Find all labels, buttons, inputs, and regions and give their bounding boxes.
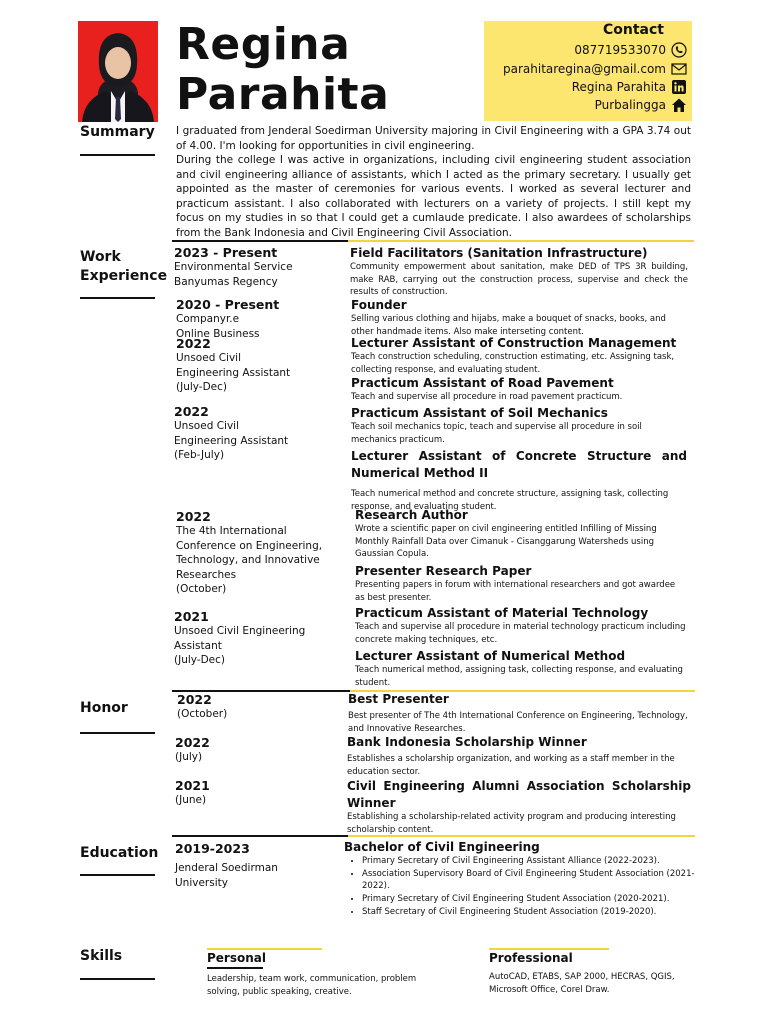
contact-title: Contact — [603, 22, 664, 38]
work-period-year: 2022 — [176, 336, 211, 351]
contact-email[interactable] — [503, 60, 687, 78]
work-job-description: Wrote a scientific paper on civil engineering entitled Infilling of Missing Monthly Rainfall Data over Cimanuk - Cisanggarung Watersheds using Gaussian Copula. — [355, 524, 657, 559]
work-job-title: Founder — [351, 298, 407, 312]
education-activity: • Primary Secretary of Civil Engineering Assistant Alliance (2022-2023). — [362, 855, 696, 868]
skills-personal — [207, 951, 422, 998]
work-period-year: 2022 — [176, 509, 211, 524]
honor-date — [175, 778, 335, 808]
work-job-title: Lecturer Assistant of Concrete Structure and Numerical Method II — [351, 449, 687, 480]
honor-description: Establishes a scholarship organization, and working as a staff member in the education sector. — [347, 754, 675, 777]
work-period — [176, 509, 344, 597]
work-job — [355, 564, 685, 604]
skills-professional-title: Professional — [489, 951, 573, 965]
skills-personal-underline — [207, 967, 263, 969]
work-period-line: Researches — [176, 568, 237, 581]
work-period-year: 2023 - Present — [174, 245, 278, 260]
divider-black — [172, 240, 348, 242]
education-detail — [344, 840, 696, 919]
work-job-title: Practicum Assistant of Soil Mechanics — [351, 406, 608, 420]
contact-location — [595, 96, 687, 114]
divider-yellow — [348, 240, 694, 242]
divider-yellow — [207, 948, 322, 950]
work-job — [355, 606, 689, 646]
work-period — [174, 245, 342, 289]
divider-yellow — [489, 948, 609, 950]
work-period-year: 2021 — [174, 609, 209, 624]
contact-phone-text: 087719533070 — [574, 43, 666, 57]
work-period-line: Engineering Assistant — [176, 366, 291, 379]
honor-item — [347, 778, 691, 836]
work-period-line: Assistant — [174, 639, 222, 652]
education-years: 2019-2023 — [175, 841, 250, 856]
last-name: Parahita — [176, 69, 390, 120]
profile-photo-icon — [78, 21, 158, 122]
education-activities — [344, 855, 696, 919]
summary-text — [176, 124, 691, 240]
summary-paragraph-1: I graduated from Jenderal Soedirman University majoring in Civil Engineering with a GPA 3.74 out of 4.00. I'm looking for opportunities in civil engineering. — [176, 125, 691, 152]
work-job-description: Selling various clothing and hijabs, make a bouquet of snacks, books, and other handmade items. Also make interseting content. — [351, 314, 666, 337]
honor-title: Best Presenter — [348, 692, 449, 706]
work-job — [351, 406, 687, 446]
work-job-title: Lecturer Assistant of Construction Management — [351, 336, 677, 350]
work-heading — [80, 248, 167, 286]
work-period-line: Conference on Engineering, — [176, 539, 323, 552]
education-school-line: Jenderal Soedirman — [175, 862, 278, 874]
contact-location-text: Purbalingga — [594, 98, 666, 112]
work-job-description: Teach and supervise all procedure in material technology practicum including concrete making techniques, etc. — [355, 622, 686, 645]
linkedin-icon — [671, 79, 687, 95]
work-job-description: Teach numerical method and concrete structure, assigning task, collecting response, and evaluating student. — [351, 489, 669, 512]
work-job-description: Teach soil mechanics topic, teach and supervise all procedure in soil mechanics practicum. — [351, 422, 642, 445]
work-heading-rule — [80, 297, 155, 299]
honor-year: 2021 — [175, 778, 210, 793]
honor-date — [177, 692, 337, 722]
work-job — [351, 376, 687, 404]
work-heading-line-2: Experience — [80, 268, 168, 284]
education-degree: Bachelor of Civil Engineering — [344, 840, 540, 854]
divider-yellow — [348, 835, 695, 837]
work-period-line: (Feb-July) — [174, 449, 225, 461]
skills-personal-title: Personal — [207, 951, 266, 965]
divider-black — [172, 835, 348, 837]
work-job-title: Field Facilitators (Sanitation Infrastructure) — [350, 246, 648, 260]
phone-icon — [671, 42, 687, 58]
honor-item — [347, 735, 692, 778]
contact-linkedin-text: Regina Parahita — [571, 80, 666, 94]
work-period-line: Unsoed Civil — [174, 420, 239, 432]
education-activity: • Primary Secretary of Civil Engineering Student Association (2020-2021). — [362, 893, 696, 906]
summary-heading: Summary — [80, 124, 155, 140]
work-job-description: Community empowerment about sanitation, make DED of TPS 3R building, make RAB, carrying out the construction process, supervise and check the results of construction. — [350, 262, 688, 297]
contact-email-text: parahitaregina@gmail.com — [503, 62, 666, 76]
skills-professional — [489, 951, 689, 996]
honor-heading: Honor — [80, 700, 128, 716]
work-period-line: Unsoed Civil Engineering — [174, 625, 306, 637]
education-heading: Education — [80, 845, 159, 861]
work-period — [174, 404, 342, 463]
honor-title: Civil Engineering Alumni Association Scholarship Winner — [347, 779, 691, 810]
work-job-title: Practicum Assistant of Material Technology — [355, 606, 649, 620]
work-job-description: Teach construction scheduling, construction estimating, etc. Assigning task, collecting response, and evaluating student. — [351, 352, 675, 375]
work-job-description: Teach numerical method, assigning task, collecting response, and evaluating student. — [355, 665, 683, 688]
education-activity: • Association Supervisory Board of Civil Engineering Student Association (2021-2022). — [362, 868, 696, 893]
profile-photo — [78, 21, 158, 122]
work-period-line: Online Business — [176, 327, 260, 340]
honor-year: 2022 — [175, 735, 210, 750]
work-period-line: The 4th International — [176, 525, 287, 537]
work-period-line: Engineering Assistant — [174, 434, 289, 447]
honor-when: (June) — [175, 794, 207, 806]
work-job-description: Teach and supervise all procedure in road pavement practicum. — [351, 392, 623, 402]
skills-heading-rule — [80, 978, 155, 980]
honor-item — [348, 692, 688, 735]
work-period-line: Banyumas Regency — [174, 275, 278, 288]
work-job — [351, 336, 691, 376]
work-job-title: Practicum Assistant of Road Pavement — [351, 376, 614, 390]
work-job-title: Presenter Research Paper — [355, 564, 532, 578]
mail-icon — [671, 61, 687, 77]
work-job — [351, 298, 687, 338]
work-period-line: Technology, and Innovative — [176, 554, 320, 566]
summary-heading-rule — [80, 154, 155, 156]
work-period-line: Unsoed Civil — [176, 352, 241, 364]
work-job — [350, 246, 688, 299]
honor-title: Bank Indonesia Scholarship Winner — [347, 735, 587, 749]
work-period-year: 2020 - Present — [176, 297, 280, 312]
education-period — [175, 841, 335, 890]
skills-personal-text: Leadership, team work, communication, problem solving, public speaking, creative. — [207, 974, 417, 997]
summary-paragraph-2: During the college I was active in organizations, including civil engineering student association and civil engineering alliance of assistants, which I acted as the primary secretary. I usually get appointed as the master of ceremonies for various events. I worked as several lecturer and practicum assistant. I also collaborated with lecturers on a variety of projects. I still kept my focus on my studies in so that I could get a cumlaude predicate. I also awardees of scholarships from the Bank Indonesia and Civil Engineering Civil Association. — [176, 154, 691, 239]
work-period-line: Companyr.e — [176, 313, 240, 325]
education-school-line: University — [175, 876, 228, 889]
work-period-line: Environmental Service — [174, 261, 293, 273]
person-name — [176, 20, 389, 120]
work-heading-line-1: Work — [80, 249, 121, 265]
work-period-line: (July-Dec) — [176, 381, 227, 393]
work-period-year: 2022 — [174, 404, 209, 419]
honor-year: 2022 — [177, 692, 212, 707]
work-job-title: Research Author — [355, 508, 468, 522]
honor-date — [175, 735, 335, 765]
education-heading-rule — [80, 874, 155, 876]
honor-when: (October) — [177, 708, 228, 720]
first-name: Regina — [176, 19, 351, 70]
contact-linkedin[interactable] — [572, 78, 687, 96]
skills-professional-text: AutoCAD, ETABS, SAP 2000, HECRAS, QGIS, Microsoft Office, Corel Draw. — [489, 972, 675, 995]
work-job-description: Presenting papers in forum with international researchers and got awardee as best presenter. — [355, 580, 676, 603]
work-job — [351, 448, 687, 513]
work-period — [174, 609, 342, 668]
education-activity: • Staff Secretary of Civil Engineering Student Association (2019-2020). — [362, 906, 696, 919]
honor-heading-rule — [80, 732, 155, 734]
contact-box — [484, 21, 692, 121]
work-period-line: (October) — [176, 583, 227, 595]
work-job — [355, 508, 691, 561]
honor-when: (July) — [175, 751, 203, 763]
skills-heading: Skills — [80, 948, 123, 964]
work-job-title: Lecturer Assistant of Numerical Method — [355, 649, 626, 663]
honor-description: Establishing a scholarship-related activity program and producing interesting scholarship content. — [347, 812, 676, 835]
honor-description: Best presenter of The 4th International Conference on Engineering, Technology, and Innovative Researches. — [348, 711, 688, 734]
work-job — [355, 649, 685, 689]
work-period — [176, 297, 344, 341]
home-icon — [671, 97, 687, 113]
work-period — [176, 336, 344, 395]
contact-phone[interactable] — [574, 41, 687, 59]
work-period-line: (July-Dec) — [174, 654, 225, 666]
